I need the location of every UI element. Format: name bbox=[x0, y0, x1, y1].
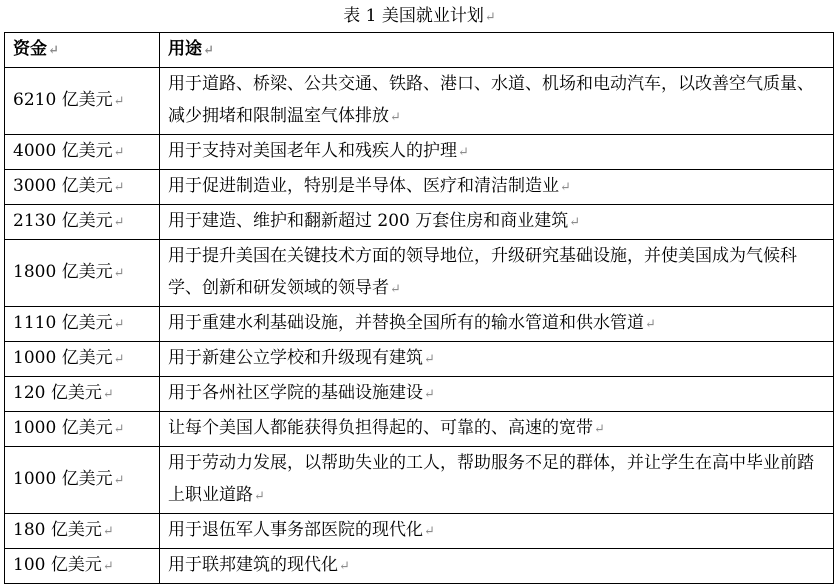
return-mark-icon: ↵ bbox=[569, 215, 581, 230]
return-mark-icon: ↵ bbox=[113, 422, 125, 437]
return-mark-icon: ↵ bbox=[484, 10, 496, 25]
purpose-text: 用于提升美国在关键技术方面的领导地位，升级研究基础设施，并使美国成为气候科学、创新和研发领域的领导者 bbox=[168, 246, 797, 298]
table-row bbox=[5, 68, 834, 135]
return-mark-icon: ↵ bbox=[113, 473, 125, 488]
return-mark-icon: ↵ bbox=[113, 266, 125, 281]
funding-cell bbox=[5, 549, 160, 584]
purpose-cell bbox=[160, 377, 834, 412]
return-mark-icon: ↵ bbox=[113, 94, 125, 109]
purpose-text: 用于各州社区学院的基础设施建设 bbox=[168, 383, 423, 403]
header-funding: 资金↵ bbox=[5, 33, 160, 68]
return-mark-icon: ↵ bbox=[594, 422, 605, 437]
funding-cell bbox=[5, 342, 160, 377]
return-mark-icon: ↵ bbox=[424, 524, 435, 539]
table-row bbox=[5, 307, 834, 342]
return-mark-icon: ↵ bbox=[645, 317, 656, 332]
return-mark-icon: ↵ bbox=[424, 352, 435, 367]
return-mark-icon: ↵ bbox=[113, 317, 125, 332]
funding-cell bbox=[5, 170, 160, 205]
funding-amount: 1000 亿美元 bbox=[13, 348, 113, 368]
funding-cell bbox=[5, 68, 160, 135]
return-mark-icon: ↵ bbox=[113, 352, 125, 367]
table-row bbox=[5, 205, 834, 240]
header-purpose: 用途↵ bbox=[160, 33, 834, 68]
purpose-text: 用于支持对美国老年人和残疾人的护理 bbox=[168, 141, 457, 161]
purpose-text: 用于劳动力发展，以帮助失业的工人，帮助服务不足的群体，并让学生在高中毕业前踏上职业道路 bbox=[168, 453, 814, 505]
purpose-cell bbox=[160, 135, 834, 170]
funding-cell bbox=[5, 240, 160, 307]
return-mark-icon: ↵ bbox=[203, 43, 214, 58]
funding-amount: 6210 亿美元 bbox=[13, 90, 113, 110]
return-mark-icon: ↵ bbox=[254, 489, 265, 504]
table-row bbox=[5, 135, 834, 170]
return-mark-icon: ↵ bbox=[102, 559, 114, 574]
funding-amount: 3000 亿美元 bbox=[13, 176, 113, 196]
return-mark-icon: ↵ bbox=[458, 145, 469, 160]
purpose-cell bbox=[160, 170, 834, 205]
funding-cell bbox=[5, 307, 160, 342]
purpose-cell bbox=[160, 205, 834, 240]
funding-amount: 1800 亿美元 bbox=[13, 262, 113, 282]
table-header-row bbox=[5, 33, 834, 68]
caption-text: 表 1 美国就业计划 bbox=[343, 6, 484, 26]
return-mark-icon: ↵ bbox=[113, 215, 125, 230]
return-mark-icon: ↵ bbox=[113, 180, 125, 195]
return-mark-icon: ↵ bbox=[339, 559, 350, 574]
return-mark-icon: ↵ bbox=[102, 524, 114, 539]
return-mark-icon: ↵ bbox=[390, 110, 401, 125]
return-mark-icon: ↵ bbox=[560, 180, 571, 195]
purpose-cell bbox=[160, 240, 834, 307]
purpose-text: 用于重建水利基础设施，并替换全国所有的输水管道和供水管道 bbox=[168, 313, 644, 333]
funding-cell bbox=[5, 412, 160, 447]
return-mark-icon: ↵ bbox=[390, 282, 401, 297]
purpose-cell bbox=[160, 514, 834, 549]
purpose-text: 让每个美国人都能获得负担得起的、可靠的、高速的宽带 bbox=[168, 418, 593, 438]
purpose-text: 用于退伍军人事务部医院的现代化 bbox=[168, 520, 423, 540]
funding-cell bbox=[5, 447, 160, 514]
purpose-cell bbox=[160, 549, 834, 584]
employment-plan-table bbox=[4, 32, 834, 584]
table-row bbox=[5, 549, 834, 584]
funding-amount: 1110 亿美元 bbox=[13, 313, 113, 333]
purpose-cell bbox=[160, 307, 834, 342]
purpose-cell bbox=[160, 68, 834, 135]
return-mark-icon: ↵ bbox=[424, 387, 435, 402]
return-mark-icon: ↵ bbox=[113, 145, 125, 160]
purpose-cell bbox=[160, 447, 834, 514]
funding-cell bbox=[5, 377, 160, 412]
table-row bbox=[5, 514, 834, 549]
funding-cell bbox=[5, 205, 160, 240]
table-row bbox=[5, 170, 834, 205]
return-mark-icon: ↵ bbox=[102, 387, 114, 402]
purpose-text: 用于促进制造业，特别是半导体、医疗和清洁制造业 bbox=[168, 176, 559, 196]
purpose-text: 用于联邦建筑的现代化 bbox=[168, 555, 338, 575]
funding-amount: 120 亿美元 bbox=[13, 383, 102, 403]
table-row bbox=[5, 447, 834, 514]
funding-amount: 1000 亿美元 bbox=[13, 469, 113, 489]
table-row bbox=[5, 412, 834, 447]
funding-amount: 100 亿美元 bbox=[13, 555, 102, 575]
table-caption bbox=[0, 4, 839, 30]
table-row bbox=[5, 342, 834, 377]
funding-cell bbox=[5, 514, 160, 549]
funding-amount: 4000 亿美元 bbox=[13, 141, 113, 161]
purpose-text: 用于新建公立学校和升级现有建筑 bbox=[168, 348, 423, 368]
purpose-cell bbox=[160, 412, 834, 447]
table-row bbox=[5, 240, 834, 307]
funding-cell bbox=[5, 135, 160, 170]
purpose-text: 用于道路、桥梁、公共交通、铁路、港口、水道、机场和电动汽车，以改善空气质量、减少拥堵和限制温室气体排放 bbox=[168, 74, 814, 126]
table-row bbox=[5, 377, 834, 412]
purpose-text: 用于建造、维护和翻新超过 200 万套住房和商业建筑 bbox=[168, 211, 569, 231]
funding-amount: 2130 亿美元 bbox=[13, 211, 113, 231]
purpose-cell bbox=[160, 342, 834, 377]
funding-amount: 1000 亿美元 bbox=[13, 418, 113, 438]
return-mark-icon: ↵ bbox=[48, 43, 59, 58]
table-body bbox=[5, 68, 834, 584]
funding-amount: 180 亿美元 bbox=[13, 520, 102, 540]
